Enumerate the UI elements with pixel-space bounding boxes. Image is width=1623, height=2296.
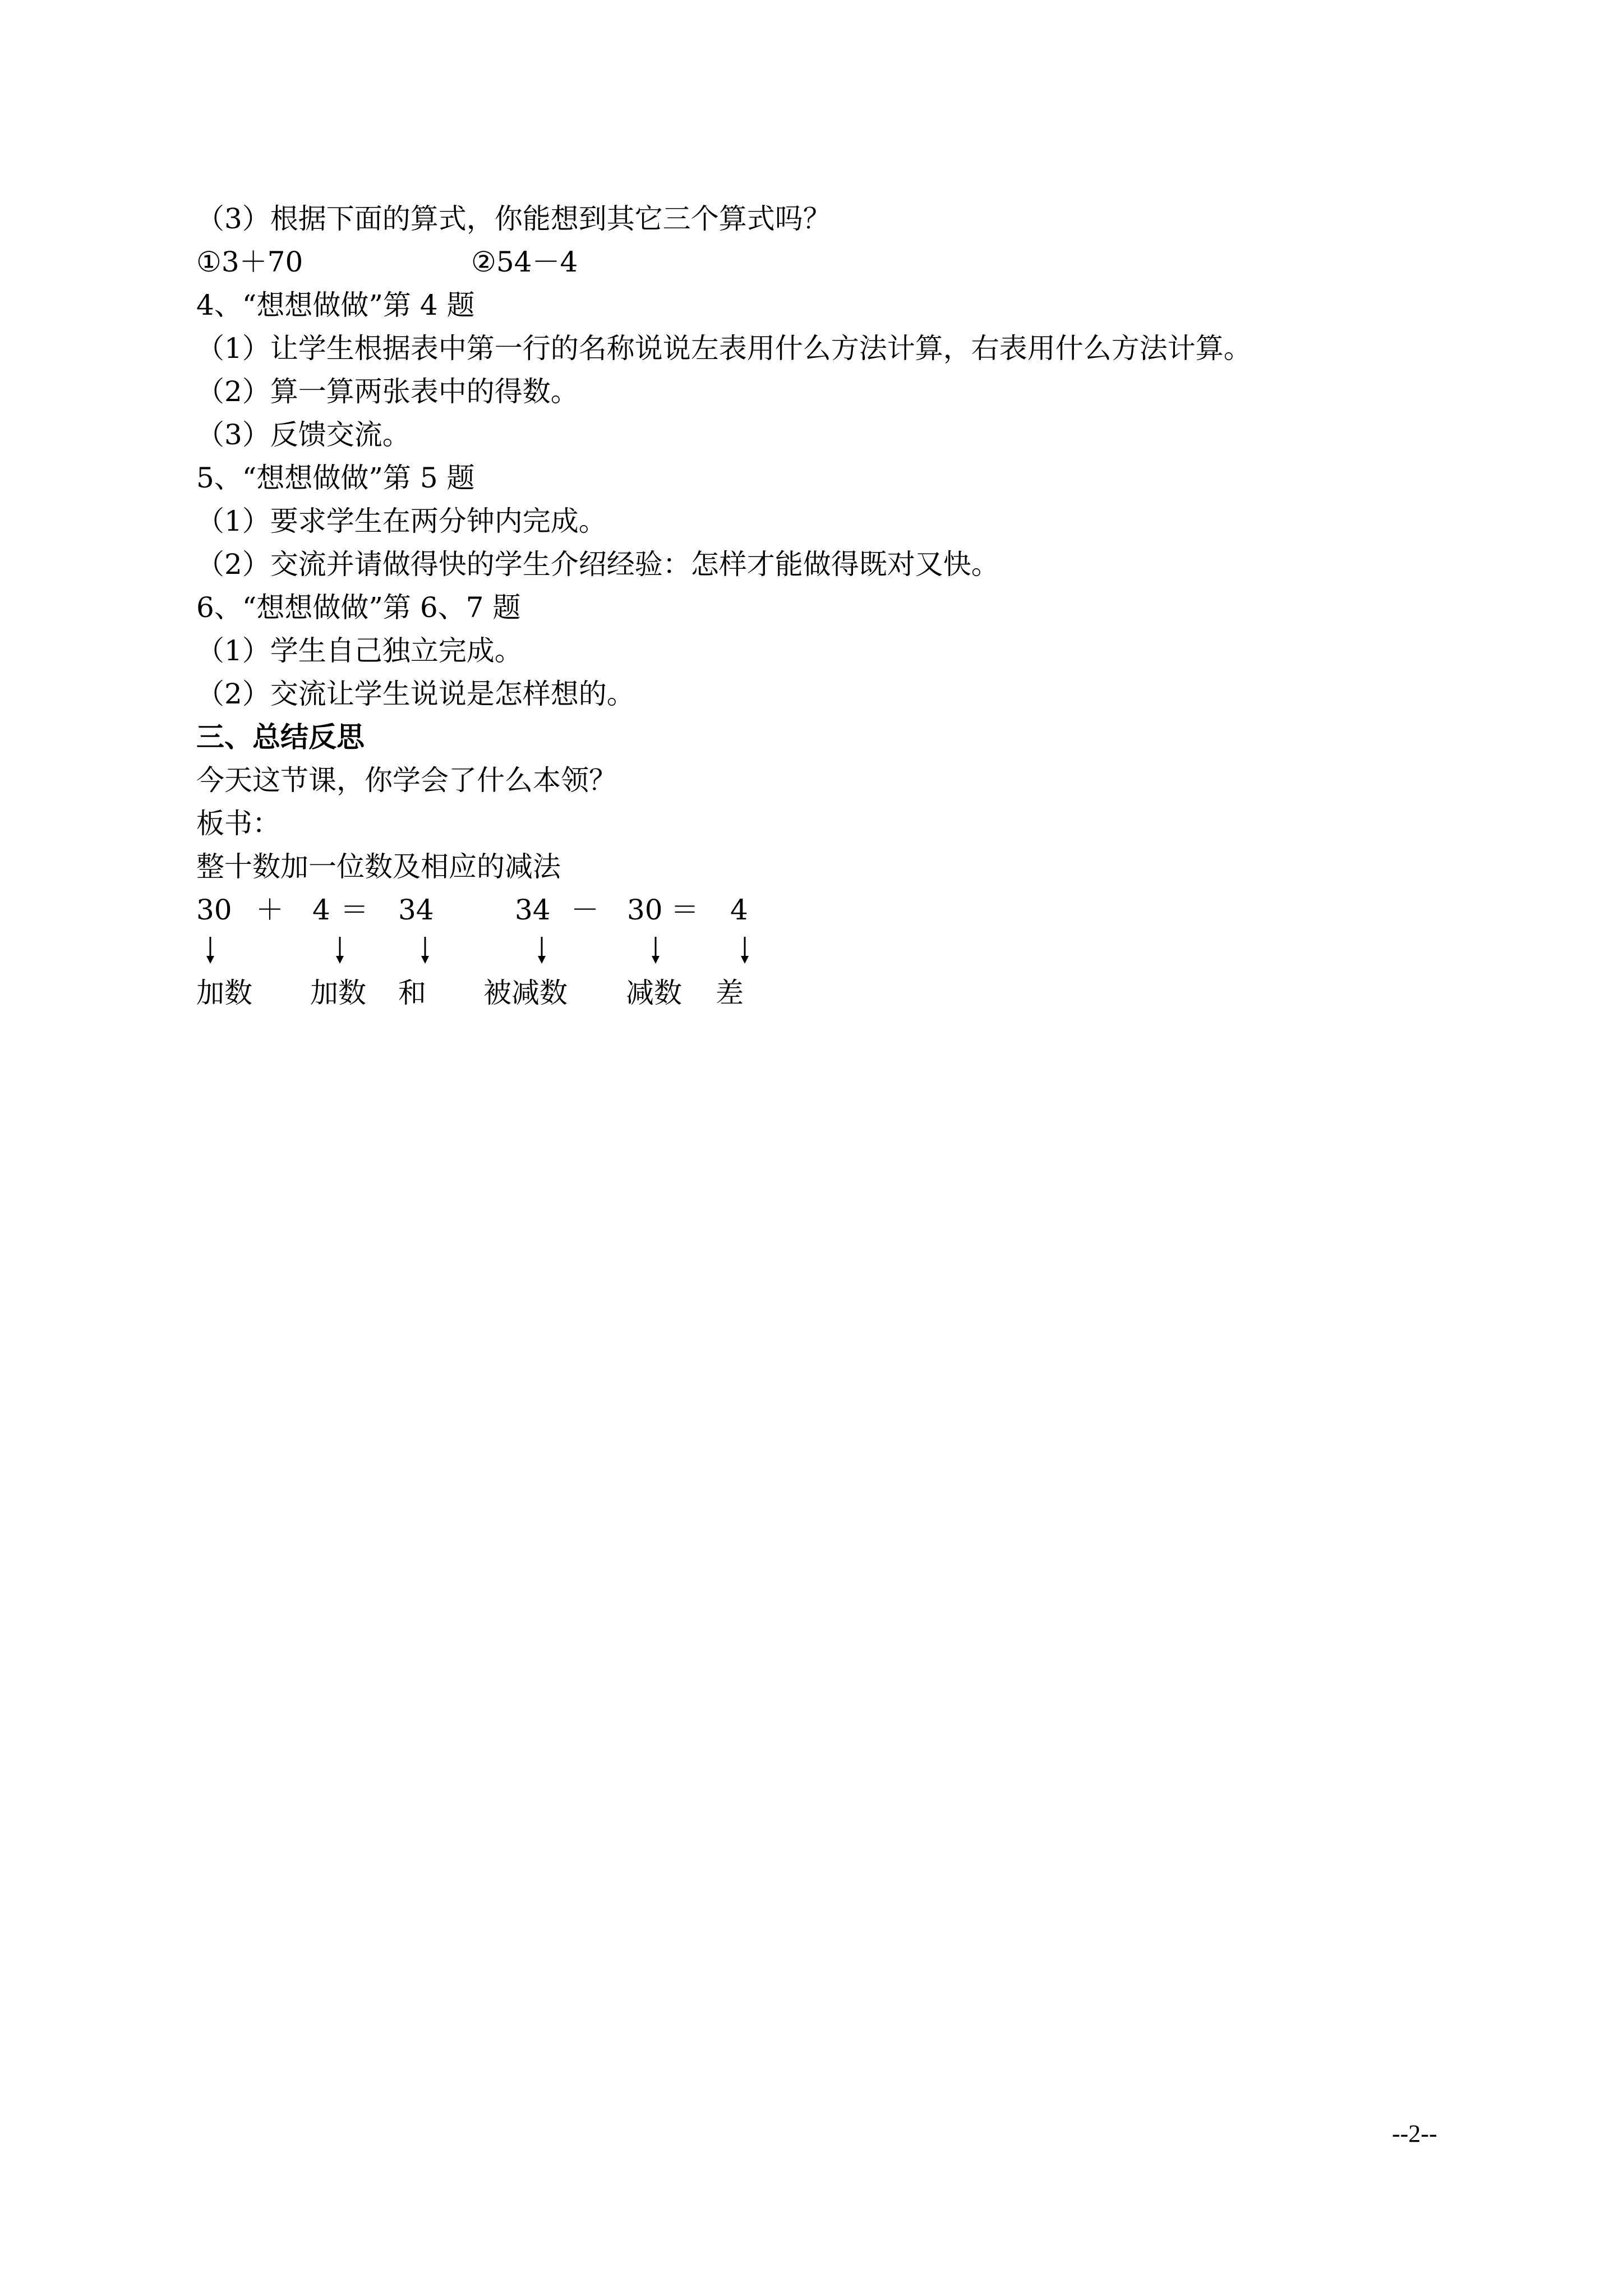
text-line-exercise-5-step-1: （1）要求学生在两分钟内完成。 xyxy=(196,505,607,537)
board-addend-2: 4 xyxy=(312,894,330,926)
section-heading-summary: 三、总结反思 xyxy=(196,720,365,753)
heading-exercise-5: 5、“想想做做”第 5 题 xyxy=(196,462,475,494)
text-line-summary-question: 今天这节课，你学会了什么本领？ xyxy=(196,764,617,797)
text-line-exercise-5-step-2: （2）交流并请做得快的学生介绍经验：怎样才能做得既对又快。 xyxy=(196,548,999,581)
board-plus-sign: ＋ xyxy=(256,894,284,926)
board-label-difference: 差 xyxy=(716,977,744,1009)
text-line-exercise-4-step-3: （3）反馈交流。 xyxy=(196,418,411,451)
text-line-exercise-4-step-1: （1）让学生根据表中第一行的名称说说左表用什么方法计算，右表用什么方法计算。 xyxy=(196,332,1252,365)
board-title: 整十数加一位数及相应的减法 xyxy=(196,850,561,883)
text-line-board-label: 板书： xyxy=(196,807,280,840)
board-label-minuend: 被减数 xyxy=(483,977,568,1009)
expression-second: ②54－4 xyxy=(471,246,578,278)
board-minus-sign: － xyxy=(571,894,599,926)
heading-exercise-6-7: 6、“想想做做”第 6、7 题 xyxy=(196,591,521,624)
board-addend-1: 30 xyxy=(196,894,232,926)
board-label-addend-2: 加数 xyxy=(310,977,366,1009)
board-label-sum: 和 xyxy=(398,977,426,1009)
board-difference: 4 xyxy=(730,894,748,926)
expression-first: ①3＋70 xyxy=(196,246,303,278)
board-label-subtrahend: 减数 xyxy=(626,977,682,1009)
page-number: --2-- xyxy=(1392,2120,1437,2147)
down-arrow-icon xyxy=(204,936,217,965)
text-line-question-3: （3）根据下面的算式，你能想到其它三个算式吗？ xyxy=(196,203,831,235)
down-arrow-icon xyxy=(738,936,751,965)
board-equals-sign-2: ＝ xyxy=(671,894,699,926)
down-arrow-icon xyxy=(535,936,548,965)
board-equals-sign-1: ＝ xyxy=(340,894,368,926)
board-label-addend-1: 加数 xyxy=(196,977,252,1009)
down-arrow-icon xyxy=(333,936,347,965)
board-subtrahend: 30 xyxy=(627,894,663,926)
down-arrow-icon xyxy=(649,936,662,965)
text-line-exercise-6-7-step-1: （1）学生自己独立完成。 xyxy=(196,634,523,667)
board-sum: 34 xyxy=(398,894,434,926)
text-line-exercise-6-7-step-2: （2）交流让学生说说是怎样想的。 xyxy=(196,678,635,710)
text-line-exercise-4-step-2: （2）算一算两张表中的得数。 xyxy=(196,375,579,408)
board-minuend: 34 xyxy=(515,894,551,926)
heading-exercise-4: 4、“想想做做”第 4 题 xyxy=(196,289,475,321)
down-arrow-icon xyxy=(418,936,432,965)
